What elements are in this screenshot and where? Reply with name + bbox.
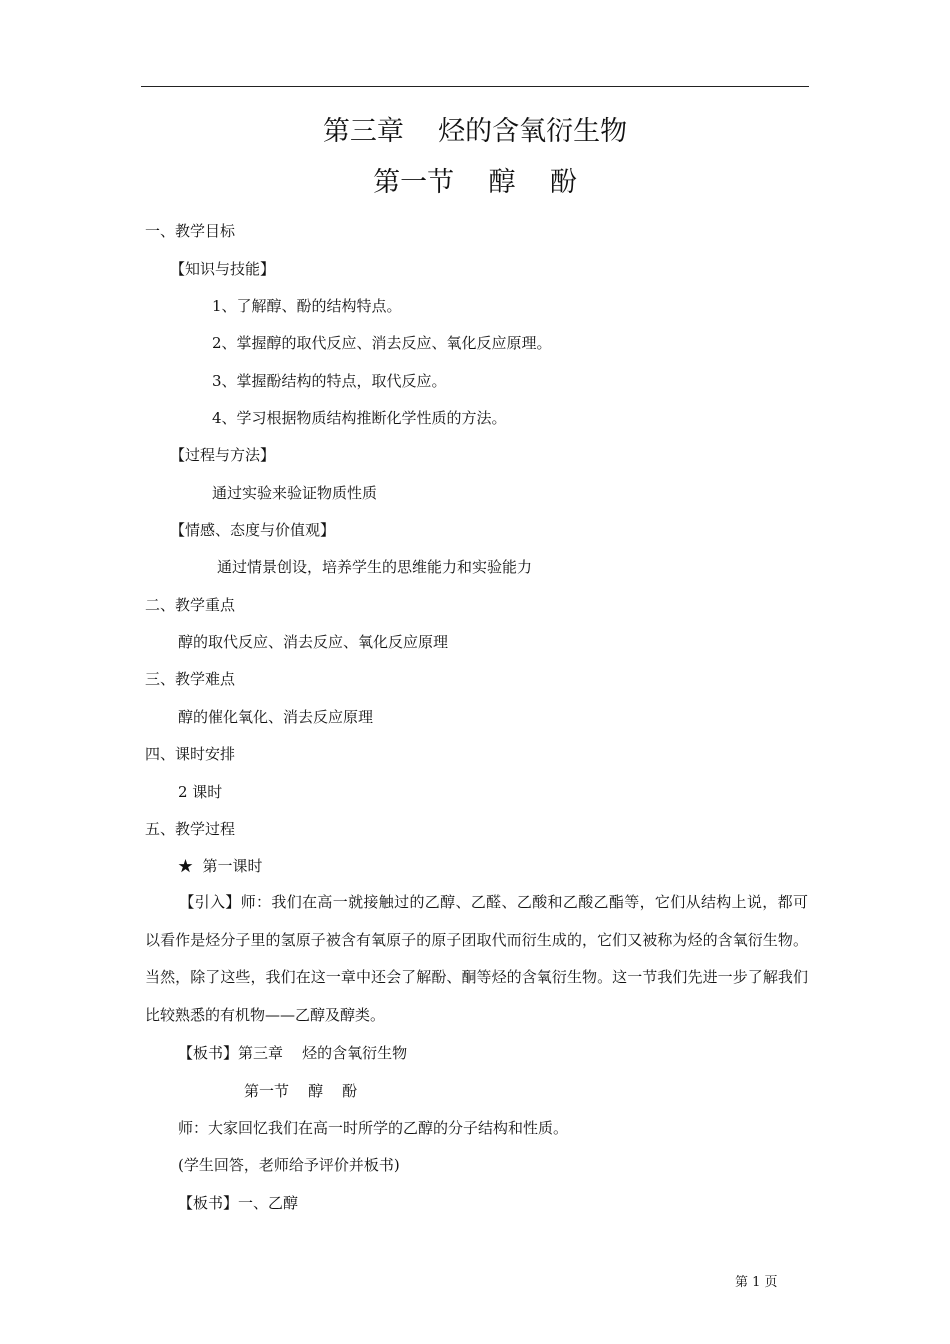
lesson-label: ★ 第一课时 <box>178 857 263 875</box>
emotion-text: 通过情景创设，培养学生的思维能力和实验能力 <box>217 558 533 576</box>
difficulties-heading: 三、教学难点 <box>145 670 236 688</box>
key-points-text: 醇的取代反应、消去反应、氧化反应原理 <box>178 633 449 651</box>
process-heading: 五、教学过程 <box>145 820 236 838</box>
board-note-1: 【板书】第三章 烃的含氧衍生物 <box>178 1044 408 1062</box>
board-note-2: 【板书】一、乙醇 <box>178 1194 299 1212</box>
chapter-title: 第三章 烃的含氧衍生物 <box>322 116 628 147</box>
knowledge-heading: 【知识与技能】 <box>170 260 276 278</box>
intro-paragraph-text: 【引入】师：我们在高一就接触过的乙醇、乙醛、乙酸和乙酸乙酯等，它们从结构上说，都可以看作是烃分子里的氢原子被含有氧原子的原子团取代而衍生成的，它们又被称为烃的含氧衍生物。当然，除了这些，我们在这一章中还会了解酚、酮等烃的含氧衍生物。这一节我们先进一步了解我们比较熟悉的有机物——乙醇及醇类。 <box>145 893 808 1024</box>
knowledge-item-4: 4、学习根据物质结构推断化学性质的方法。 <box>212 409 507 427</box>
section-title: 第一节 醇 酚 <box>373 167 577 198</box>
page-number: 第 1 页 <box>735 1275 778 1290</box>
process-method-heading: 【过程与方法】 <box>170 446 276 464</box>
key-points-heading: 二、教学重点 <box>145 596 236 614</box>
knowledge-item-2: 2、掌握醇的取代反应、消去反应、氧化反应原理。 <box>212 334 552 352</box>
teacher-line: 师：大家回忆我们在高一时所学的乙醇的分子结构和性质。 <box>178 1119 569 1137</box>
knowledge-item-1: 1、了解醇、酚的结构特点。 <box>212 297 402 315</box>
student-line: (学生回答，老师给予评价并板书) <box>178 1156 400 1174</box>
intro-paragraph <box>145 884 808 1034</box>
schedule-heading: 四、课时安排 <box>145 745 236 763</box>
header-rule <box>141 86 809 87</box>
board-note-1-sub: 第一节 醇 酚 <box>244 1082 358 1100</box>
emotion-heading: 【情感、态度与价值观】 <box>170 521 336 539</box>
difficulties-text: 醇的催化氧化、消去反应原理 <box>178 708 374 726</box>
schedule-text: 2 课时 <box>178 783 223 801</box>
objectives-heading: 一、教学目标 <box>145 222 236 240</box>
process-method-text: 通过实验来验证物质性质 <box>212 484 378 502</box>
knowledge-item-3: 3、掌握酚结构的特点，取代反应。 <box>212 372 447 390</box>
